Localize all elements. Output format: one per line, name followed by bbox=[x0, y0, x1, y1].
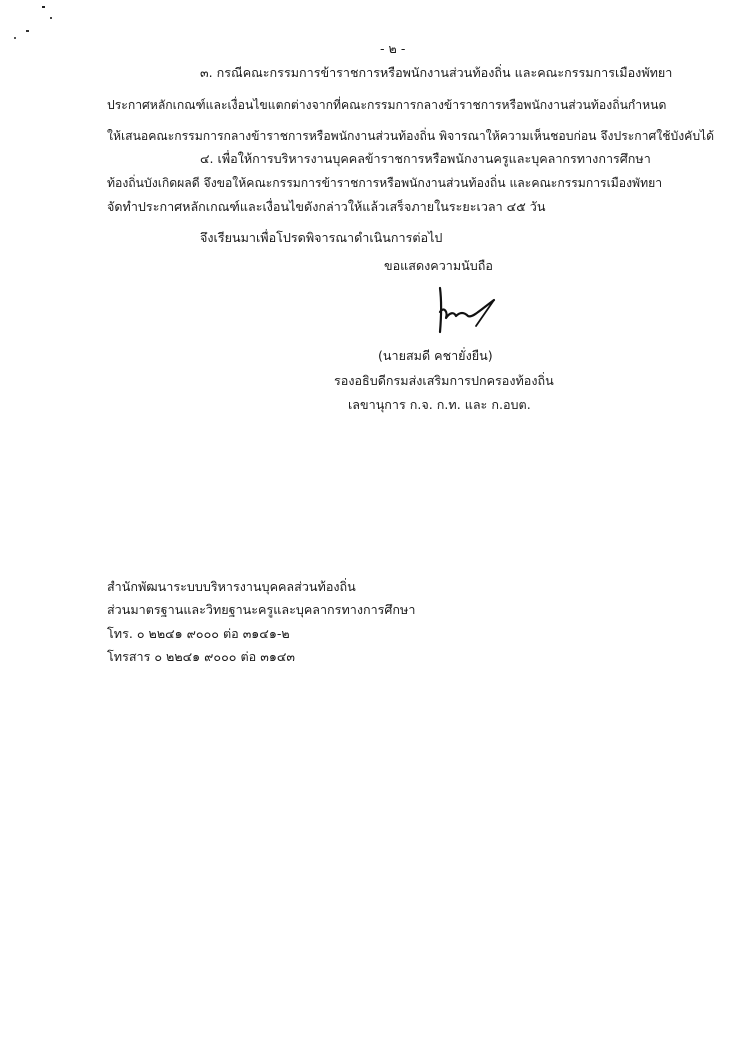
paragraph-3-line-2: ประกาศหลักเกณฑ์และเงื่อนไขแตกต่างจากที่คณะกรรมการกลางข้าราชการหรือพนักงานส่วนท้องถิ่นกำหนด bbox=[107, 98, 667, 112]
salutation: ขอแสดงความนับถือ bbox=[384, 258, 493, 273]
signatory-name: (นายสมดี คชายั่งยืน) bbox=[378, 348, 493, 363]
handwritten-signature bbox=[432, 282, 498, 336]
contact-phone: โทร. ๐ ๒๒๔๑ ๙๐๐๐ ต่อ ๓๑๔๑-๒ bbox=[107, 626, 290, 641]
contact-fax: โทรสาร ๐ ๒๒๔๑ ๙๐๐๐ ต่อ ๓๑๔๓ bbox=[107, 649, 295, 664]
paragraph-3-line-1: ๓. กรณีคณะกรรมการข้าราชการหรือพนักงานส่วนท้องถิ่น และคณะกรรมการเมืองพัทยา bbox=[200, 65, 673, 80]
closing-request: จึงเรียนมาเพื่อโปรดพิจารณาดำเนินการต่อไป bbox=[200, 230, 443, 245]
scan-specks bbox=[0, 0, 80, 60]
paragraph-4-line-2: ท้องถิ่นบังเกิดผลดี จึงขอให้คณะกรรมการข้าราชการหรือพนักงานส่วนท้องถิ่น และคณะกรรมการเมืองพัทยา bbox=[107, 176, 663, 190]
signatory-role: เลขานุการ ก.จ. ก.ท. และ ก.อบต. bbox=[348, 397, 531, 412]
paragraph-4-line-3: จัดทำประกาศหลักเกณฑ์และเงื่อนไขดังกล่าวให้แล้วเสร็จภายในระยะเวลา ๔๕ วัน bbox=[107, 199, 546, 214]
page-number: - ๒ - bbox=[380, 41, 406, 56]
paragraph-4-line-1: ๔. เพื่อให้การบริหารงานบุคคลข้าราชการหรือพนักงานครูและบุคลากรทางการศึกษา bbox=[200, 151, 651, 166]
contact-division: ส่วนมาตรฐานและวิทยฐานะครูและบุคลากรทางการศึกษา bbox=[107, 602, 416, 617]
paragraph-3-line-3: ให้เสนอคณะกรรมการกลางข้าราชการหรือพนักงานส่วนท้องถิ่น พิจารณาให้ความเห็นชอบก่อน จึงประกาศใช้บังคับได้ bbox=[107, 129, 715, 143]
contact-office: สำนักพัฒนาระบบบริหารงานบุคคลส่วนท้องถิ่น bbox=[107, 579, 356, 594]
signatory-position: รองอธิบดีกรมส่งเสริมการปกครองท้องถิ่น bbox=[334, 373, 554, 388]
